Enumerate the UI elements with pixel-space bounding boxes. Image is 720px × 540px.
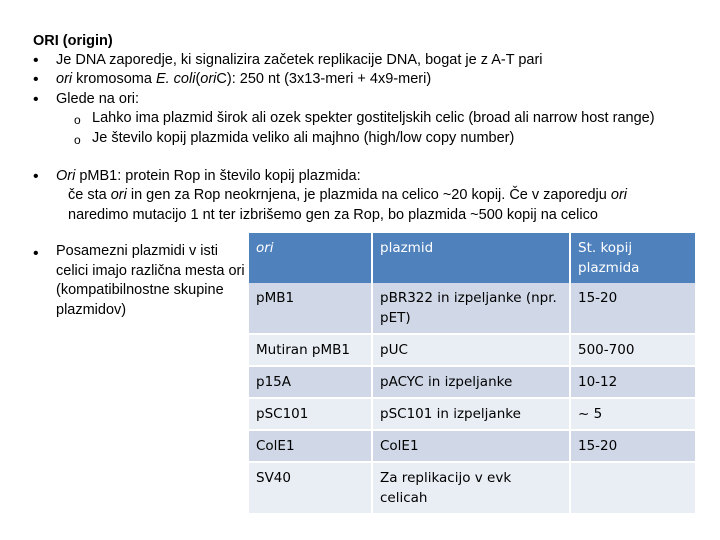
table-row (249, 398, 696, 430)
bullet-marker: • (33, 91, 39, 108)
oric-term: ori (200, 71, 217, 87)
subbullet-copy-number: Je število kopij plazmida veliko ali majhno (high/low copy number) (92, 130, 515, 146)
bullet-marker: • (33, 168, 39, 185)
table-row (249, 462, 696, 514)
cell-ori: pSC101 (249, 398, 372, 430)
bullet-ecoli-ori (56, 71, 431, 87)
sub-bullet-marker: o (74, 133, 81, 147)
ori-term: ori (110, 187, 127, 203)
bullet-marker: • (33, 52, 39, 69)
ori-pmb1-text: pMB1: protein Rop in število kopij plazmida: (75, 168, 361, 184)
cell-plasmid: pUC (372, 334, 570, 366)
ori-pmb1-title (56, 168, 361, 184)
cell-copies: 15-20 (570, 430, 696, 462)
page-heading: ORI (origin) (33, 33, 113, 49)
cell-plasmid: ColE1 (372, 430, 570, 462)
bullet-marker: • (33, 245, 39, 262)
table-row (249, 430, 696, 462)
paren-open: ( (195, 71, 201, 87)
table-row (249, 283, 696, 334)
cell-ori: p15A (249, 366, 372, 398)
oric-details: C): 250 nt (3x13-meri + 4x9-meri) (216, 71, 432, 87)
cell-plasmid: pACYC in izpeljanke (372, 366, 570, 398)
cell-ori: SV40 (249, 462, 372, 514)
ori-term: ori (56, 71, 73, 87)
bullet-dna-sequence: Je DNA zaporedje, ki signalizira začetek replikacije DNA, bogat je z A-T pari (56, 52, 543, 68)
kromosoma-word: kromosoma (76, 71, 152, 87)
subbullet-host-range: Lahko ima plazmid širok ali ozek spekter gostiteljskih celic (broad ali narrow host range) (92, 110, 655, 126)
ori-pmb1-line3: naredimo mutacijo 1 nt ter izbrišemo gen za Rop, bo plazmida ~500 kopij na celico (68, 207, 598, 223)
ori-pmb1-line2 (68, 187, 627, 203)
table-row (249, 334, 696, 366)
line2-part-b: in gen za Rop neokrnjena, je plazmida na celico ~20 kopij. Če v zaporedju (126, 187, 611, 203)
plasmid-compatibility-note: Posamezni plazmidi v isti celici imajo različna mesta ori (kompatibilnostne skupine plazmidov) (56, 243, 245, 318)
cell-ori: Mutiran pMB1 (249, 334, 372, 366)
cell-ori: ColE1 (249, 430, 372, 462)
line2-part-a: če sta (68, 187, 111, 203)
header-copy-number: St. kopij plazmida (570, 233, 696, 283)
ori-term: ori (610, 187, 627, 203)
ori-plasmid-table (249, 233, 697, 515)
table-row (249, 366, 696, 398)
cell-copies: 500-700 (570, 334, 696, 366)
cell-copies (570, 462, 696, 514)
bullet-marker: • (33, 71, 39, 88)
sub-bullet-marker: o (74, 113, 81, 127)
bullet-glede-na-ori: Glede na ori: (56, 91, 140, 107)
ecoli-term: E. coli (155, 71, 196, 87)
cell-ori: pMB1 (249, 283, 372, 334)
cell-plasmid: pSC101 in izpeljanke (372, 398, 570, 430)
cell-copies: 15-20 (570, 283, 696, 334)
header-plazmid: plazmid (372, 233, 570, 283)
header-ori: ori (249, 233, 372, 283)
cell-plasmid: pBR322 in izpeljanke (npr. pET) (372, 283, 570, 334)
cell-copies: ~ 5 (570, 398, 696, 430)
ori-term: Ori (56, 168, 76, 184)
cell-plasmid: Za replikacijo v evk celicah (372, 462, 570, 514)
table-header-row (249, 233, 696, 283)
cell-copies: 10-12 (570, 366, 696, 398)
